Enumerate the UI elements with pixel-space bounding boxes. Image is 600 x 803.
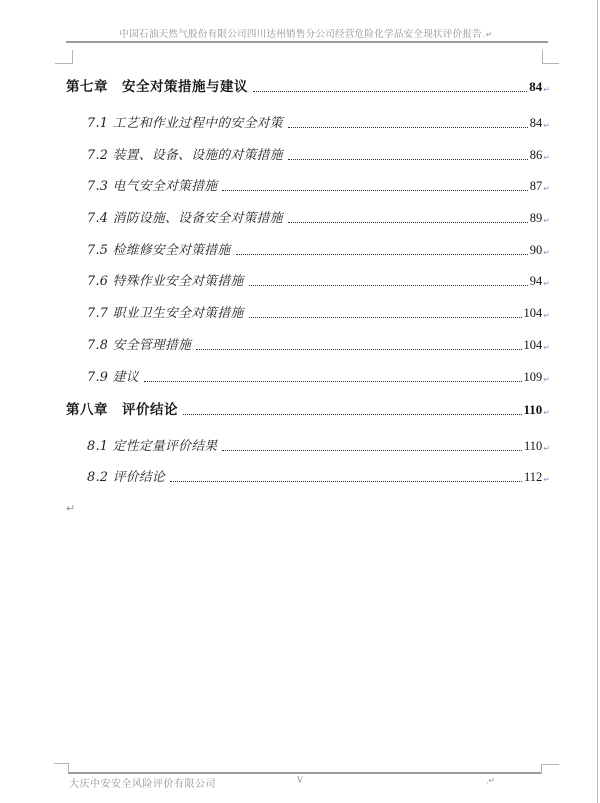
toc-entry-page-number: 109 xyxy=(523,369,543,384)
toc-dot-leader xyxy=(222,190,527,191)
toc-entry[interactable] xyxy=(66,131,550,163)
footer-rule xyxy=(68,772,541,774)
toc-entry-page-number: 110 xyxy=(523,401,543,417)
toc-entry-page-number: 90 xyxy=(529,242,543,257)
header-rule xyxy=(66,41,548,43)
toc-entry[interactable] xyxy=(66,454,550,486)
toc-entry-label: 第八章 评价结论 xyxy=(66,401,178,417)
toc-entry[interactable] xyxy=(66,258,550,290)
crop-mark-bottom-right xyxy=(541,764,559,774)
toc-dot-leader xyxy=(249,317,522,318)
toc-entry[interactable] xyxy=(66,353,550,385)
line-end-paragraph-mark: ↵ xyxy=(543,443,550,453)
toc-entry-label: 7.4 消防设施、设备安全对策措施 xyxy=(87,211,283,227)
toc-entry-page-number: 94 xyxy=(529,274,543,289)
toc-entry-page-number: 84 xyxy=(529,79,543,94)
toc-entry-page-number: 84 xyxy=(529,116,543,130)
footer-paragraph-mark: ,↵ xyxy=(486,776,495,785)
toc-entry-label: 第七章 安全对策措施与建议 xyxy=(66,79,248,94)
toc-entry-page-number: 112 xyxy=(524,470,543,485)
toc-entry-label: 7.5 检维修安全对策措施 xyxy=(87,242,231,258)
toc-dot-leader xyxy=(288,222,528,223)
toc-entry-label: 8.1 定性定量评价结果 xyxy=(87,438,218,454)
toc-entry-label: 8.2 评价结论 xyxy=(87,470,166,486)
toc-entry-page-number: 104 xyxy=(523,337,543,352)
toc-entry[interactable] xyxy=(66,95,550,131)
toc-dot-leader xyxy=(288,159,528,160)
line-end-paragraph-mark: ↵ xyxy=(543,311,550,321)
page-right-edge xyxy=(597,0,598,803)
page-header xyxy=(60,26,552,40)
toc-entry-page-number: 89 xyxy=(529,211,543,226)
toc-dot-leader xyxy=(170,481,522,482)
toc-dot-leader xyxy=(253,91,527,92)
line-end-paragraph-mark: ↵ xyxy=(543,279,550,289)
line-end-paragraph-mark: ↵ xyxy=(543,407,550,417)
line-end-paragraph-mark: ↵ xyxy=(543,247,550,257)
paragraph-mark: ↵ xyxy=(66,503,76,515)
line-end-paragraph-mark: ↵ xyxy=(543,121,550,130)
line-end-paragraph-mark: ↵ xyxy=(543,152,550,162)
toc-dot-leader xyxy=(236,254,528,255)
toc-entry-label: 7.1 工艺和作业过程中的安全对策 xyxy=(87,116,283,131)
crop-mark-bottom-left xyxy=(54,763,69,773)
toc-entry-label: 7.9 建议 xyxy=(87,369,139,385)
toc-entry-page-number: 86 xyxy=(529,147,543,162)
toc-entry-label: 7.7 职业卫生安全对策措施 xyxy=(87,306,244,322)
toc-entry[interactable] xyxy=(66,289,550,321)
line-end-paragraph-mark: ↵ xyxy=(543,184,550,194)
line-end-paragraph-mark: ↵ xyxy=(543,85,550,94)
footer-page-number: V xyxy=(296,775,304,785)
line-end-paragraph-mark: ↵ xyxy=(543,475,550,485)
toc-entry-label: 7.6 特殊作业安全对策措施 xyxy=(87,274,244,290)
toc-dot-leader xyxy=(288,127,528,128)
header-paragraph-mark: .↵ xyxy=(483,30,493,39)
toc-entry-label: 7.8 安全管理措施 xyxy=(87,337,192,353)
toc-dot-leader xyxy=(222,450,522,451)
toc-entry[interactable] xyxy=(66,418,550,454)
toc-entry[interactable] xyxy=(66,194,550,226)
toc-entry[interactable] xyxy=(66,62,550,95)
toc-entry-label: 7.2 装置、设备、设施的对策措施 xyxy=(87,147,283,163)
toc-dot-leader xyxy=(196,349,521,350)
toc-dot-leader xyxy=(249,285,528,286)
toc-entry-label: 7.3 电气安全对策措施 xyxy=(87,179,218,195)
line-end-paragraph-mark: ↵ xyxy=(543,342,550,352)
toc-dot-leader xyxy=(183,414,522,415)
toc-entry[interactable] xyxy=(66,321,550,353)
header-title: 中国石油天然气股份有限公司四川达州销售分公司经营危险化学品安全现状评价报告 xyxy=(119,29,483,40)
toc-entry-page-number: 104 xyxy=(523,306,543,321)
toc-entry-page-number: 110 xyxy=(524,438,543,453)
footer-company-name: 大庆中安安全风险评价有限公司 xyxy=(69,779,216,790)
line-end-paragraph-mark: ↵ xyxy=(543,374,550,384)
toc-dot-leader xyxy=(144,381,522,382)
toc-entry[interactable] xyxy=(66,226,550,258)
toc-entry[interactable] xyxy=(66,163,550,195)
toc-entry[interactable] xyxy=(66,385,550,418)
toc-entry-page-number: 87 xyxy=(529,179,543,194)
table-of-contents xyxy=(66,62,550,485)
line-end-paragraph-mark: ↵ xyxy=(543,216,550,226)
